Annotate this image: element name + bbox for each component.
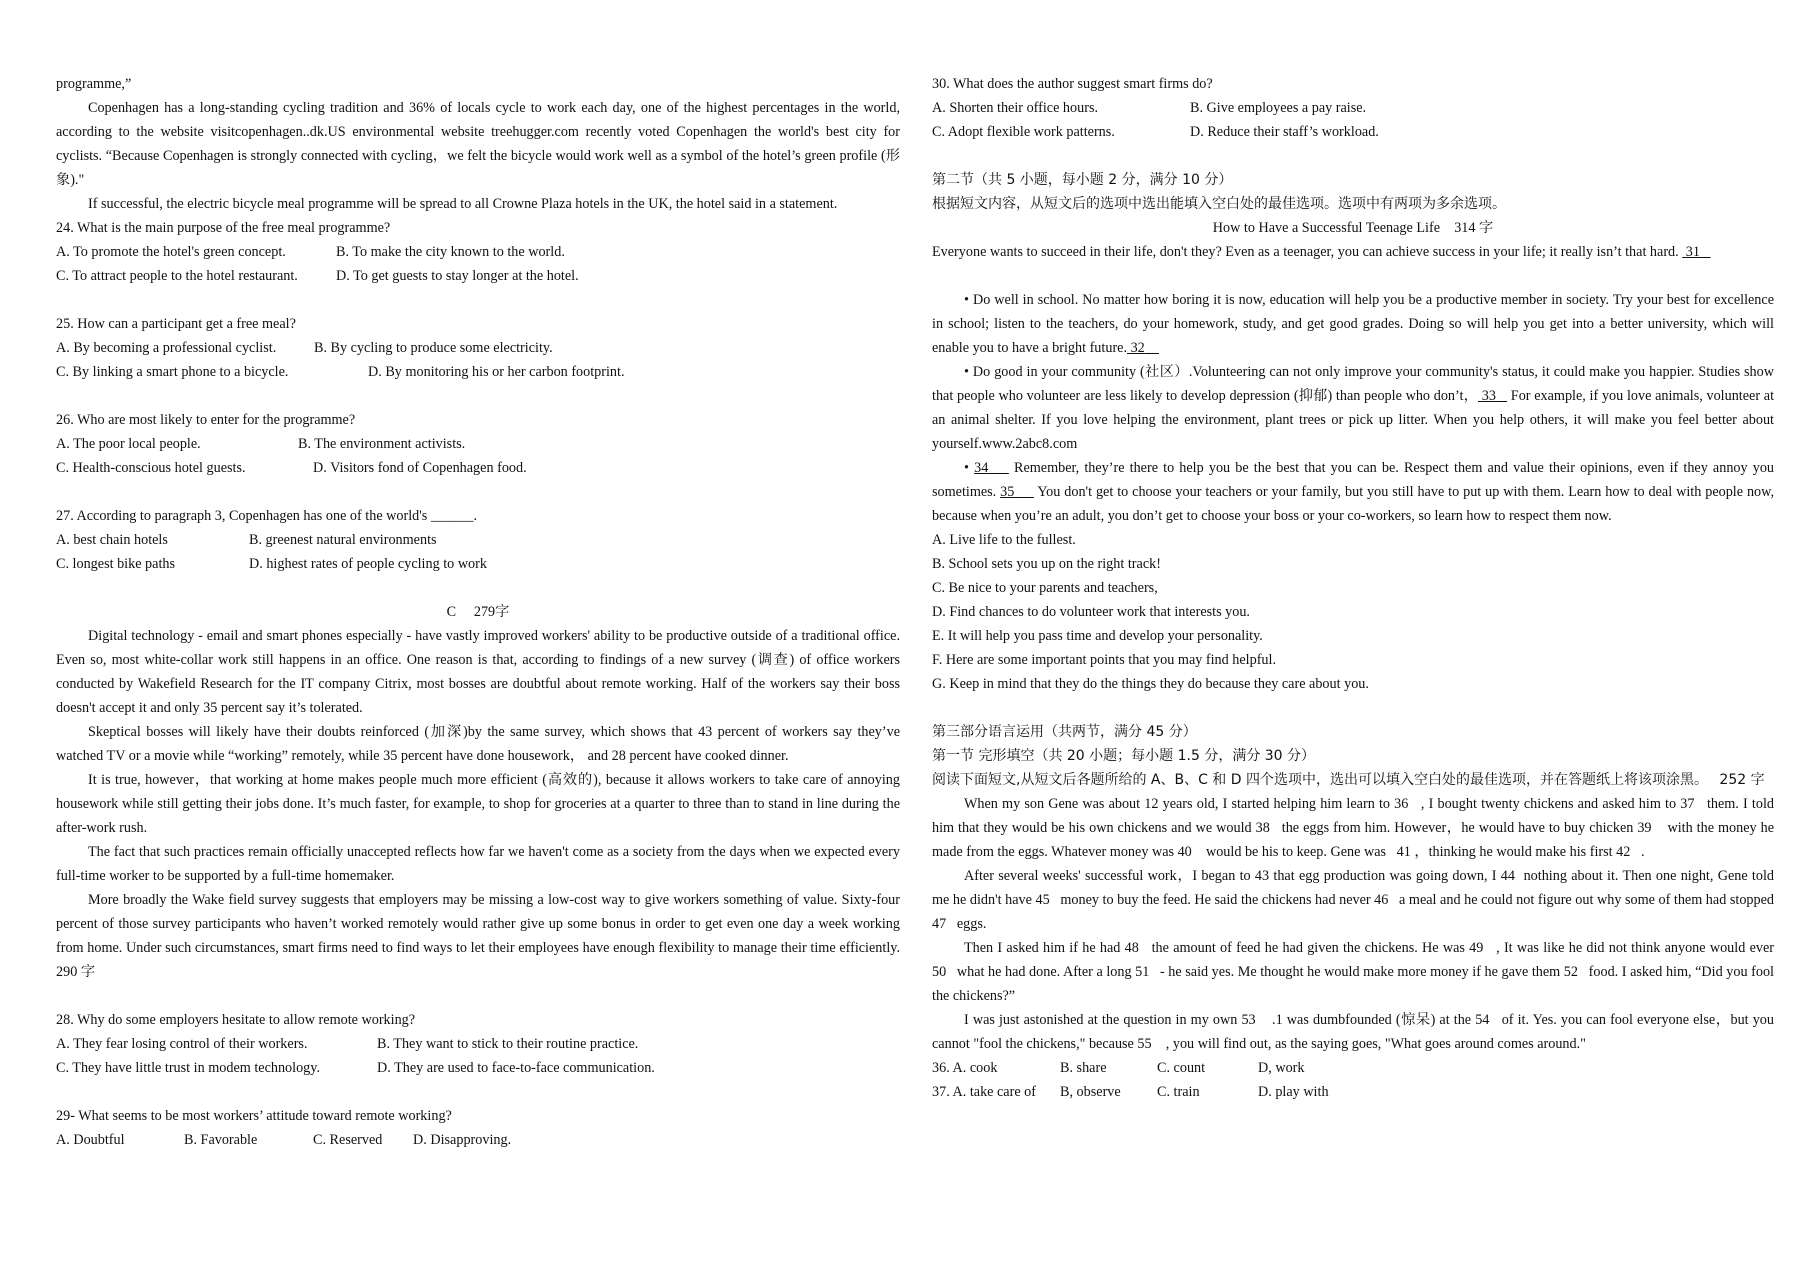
options-row bbox=[56, 264, 900, 288]
question-29: 29- What seems to be most workers’ attitude toward remote working? bbox=[56, 1108, 452, 1124]
option: A. Doubtful bbox=[56, 1132, 125, 1148]
option: B. share bbox=[1060, 1060, 1107, 1076]
option-a: A. Live life to the fullest. bbox=[932, 532, 1076, 548]
options-row bbox=[56, 1032, 900, 1056]
paragraph: More broadly the Wake field survey suggests that employers may be missing a low-cost way to give workers something of value. Sixty-four percent of those survey participants who haven’t worked remotely would rather give up some bonus in order to get even one day a week working from home. Under such circumstances, smart firms need to find ways to let their employees have enough flexibility to manage their time efficiently. 290 字 bbox=[56, 892, 929, 980]
option: D. highest rates of people cycling to work bbox=[249, 556, 487, 572]
option: A. They fear losing control of their workers. bbox=[56, 1036, 308, 1052]
option: D. Visitors fond of Copenhagen food. bbox=[313, 460, 527, 476]
option: A. By becoming a professional cyclist. bbox=[56, 340, 277, 356]
options-row bbox=[56, 240, 900, 264]
paragraph: If successful, the electric bicycle meal programme will be spread to all Crowne Plaza hotels in the UK, the hotel said in a statement. bbox=[88, 196, 838, 212]
option: B. The environment activists. bbox=[298, 436, 466, 452]
option: D. They are used to face-to-face communication. bbox=[377, 1060, 655, 1076]
paragraph: Everyone wants to succeed in their life, don't they? Even as a teenager, you can achieve success in your life; it really isn’t that hard. 31 bbox=[932, 240, 1774, 264]
options-row bbox=[56, 552, 900, 576]
option: 36. A. cook bbox=[932, 1060, 998, 1076]
option: A. best chain hotels bbox=[56, 532, 168, 548]
option-g: G. Keep in mind that they do the things they do because they care about you. bbox=[932, 676, 1369, 692]
option: B. Give employees a pay raise. bbox=[1190, 100, 1367, 116]
option-e: E. It will help you pass time and develop your personality. bbox=[932, 628, 1263, 644]
cloze-paragraph: After several weeks' successful work，I began to 43 that egg production was going down, I 44 nothing about it. Then one night, Gene told me he didn't have 45 money to buy the feed. He said the chickens had never 46 a meal and he could not figure out why some of them had stopped 47 eggs. bbox=[932, 868, 1774, 932]
option: D. To get guests to stay longer at the hotel. bbox=[336, 268, 579, 284]
option: C. longest bike paths bbox=[56, 556, 176, 572]
option: B. To make the city known to the world. bbox=[336, 244, 565, 260]
paragraph: • 34 Remember, they’re there to help you be the best that you can be. Respect them and value their opinions, even if they annoy you sometimes. 35 You don't get to choose your teachers or your family, but you still have to put up with them. Learn how to deal with people now, because when you’re an adult, you don’t get to choose your boss or your co-workers, so learn how to respect them now. bbox=[932, 460, 1775, 524]
right-column bbox=[932, 72, 1774, 1104]
option: A. Shorten their office hours. bbox=[932, 100, 1099, 116]
option-d: D. Find chances to do volunteer work that interests you. bbox=[932, 604, 1250, 620]
option-b: B. School sets you up on the right track! bbox=[932, 556, 1161, 572]
section-one-heading: 第一节 完形填空（共 20 小题；每小题 1.5 分，满分 30 分） bbox=[932, 748, 1316, 764]
paragraph: • Do good in your community (社区）.Volunteering can not only improve your community's status, it could make you happier. Studies show that people who volunteer are less likely to develop depression (抑郁) than people who don’t， 33 For example, if you love animals, volunteer at an animal shelter. If you love helping the environment, plant trees or pick up litter. When you help others, it will make you feel better about yourself.www.2abc8.com bbox=[932, 364, 1775, 452]
paragraph: • Do well in school. No matter how boring it is now, education will help you be a productive member in society. Try your best for excellence in school; listen to the teachers, do your homework, study, and get good grades. Doing so will help you get into a better university, which will enable you to have a bright future. 32 bbox=[932, 292, 1774, 356]
options-row bbox=[932, 1080, 1774, 1104]
option: C. Health-conscious hotel guests. bbox=[56, 460, 246, 476]
option: C. By linking a smart phone to a bicycle. bbox=[56, 364, 289, 380]
blank-32: 32 bbox=[1130, 340, 1145, 356]
blank-31: 31 bbox=[1685, 244, 1700, 260]
option: C. Adopt flexible work patterns. bbox=[932, 124, 1115, 140]
option: 37. A. take care of bbox=[932, 1084, 1036, 1100]
options-row bbox=[932, 96, 1774, 120]
option: C. count bbox=[1157, 1060, 1206, 1076]
passage-title: How to Have a Successful Teenage Life 314 字 bbox=[1212, 220, 1494, 236]
question-30: 30. What does the author suggest smart firms do? bbox=[932, 76, 1213, 92]
question-26: 26. Who are most likely to enter for the programme? bbox=[56, 412, 356, 428]
option: C. Reserved bbox=[313, 1132, 383, 1148]
option: B. By cycling to produce some electricity. bbox=[314, 340, 553, 356]
question-27: 27. According to paragraph 3, Copenhagen has one of the world's ______. bbox=[56, 508, 477, 524]
option: D. play with bbox=[1258, 1084, 1329, 1100]
option: A. The poor local people. bbox=[56, 436, 201, 452]
part-three-heading: 第三部分语言运用（共两节，满分 45 分） bbox=[932, 724, 1197, 740]
options-row bbox=[56, 1056, 900, 1080]
paragraph: Copenhagen has a long-standing cycling tradition and 36% of locals cycle to work each day, one of the highest percentages in the world, according to the website visitcopenhagen..dk.US environmental website treehugger.com recently voted Copenhagen the world's best city for cyclists. “Because Copenhagen is strongly connected with cycling，we felt the bicycle would work well as a symbol of the hotel’s green profile (形象)." bbox=[56, 100, 900, 188]
question-28: 28. Why do some employers hesitate to allow remote working? bbox=[56, 1012, 416, 1028]
section-two-instructions: 根据短文内容，从短文后的选项中选出能填入空白处的最佳选项。选项中有两项为多余选项。 bbox=[932, 196, 1506, 212]
blank-35: 35 bbox=[1000, 484, 1015, 500]
option: B. They want to stick to their routine practice. bbox=[377, 1036, 639, 1052]
blank-34: 34 bbox=[974, 460, 989, 476]
options-row bbox=[56, 360, 900, 384]
option: B, observe bbox=[1060, 1084, 1121, 1100]
options-row bbox=[932, 120, 1774, 144]
option-f: F. Here are some important points that you may find helpful. bbox=[932, 652, 1277, 668]
option: D, work bbox=[1258, 1060, 1305, 1076]
option: D. Reduce their staff’s workload. bbox=[1190, 124, 1379, 140]
options-row bbox=[932, 1056, 1774, 1080]
cloze-paragraph: Then I asked him if he had 48 the amount of feed he had given the chickens. He was 49 , It was like he did not think anyone would ever 50 what he had done. After a long 51 - he said yes. Me thought he would make more money if he gave them 52 food. I asked him, “Did you fool the chickens?” bbox=[932, 940, 1774, 1004]
section-two-heading: 第二节（共 5 小题，每小题 2 分，满分 10 分） bbox=[932, 172, 1233, 188]
paragraph: It is true, however，that working at home makes people much more efficient (高效的), because it allows workers to take care of annoying housework while still getting their jobs done. It’s much faster, for example, to shop for groceries at a quarter to three than to stand in line during the after-work rush. bbox=[56, 772, 900, 836]
options-row bbox=[56, 432, 900, 456]
paragraph: programme,” bbox=[56, 76, 132, 92]
question-25: 25. How can a participant get a free meal? bbox=[56, 316, 296, 332]
blank-33: 33 bbox=[1481, 388, 1496, 404]
option: C. train bbox=[1157, 1084, 1200, 1100]
question-24: 24. What is the main purpose of the free meal programme? bbox=[56, 220, 391, 236]
options-row bbox=[56, 456, 900, 480]
section-one-instructions: 阅读下面短文,从短文后各题所给的 A、B、C 和 D 四个选项中，选出可以填入空白处的最佳选项，并在答题纸上将该项涂黑。 252 字 bbox=[932, 772, 1765, 788]
cloze-paragraph: When my son Gene was about 12 years old, I started helping him learn to 36 , I bought twenty chickens and asked him to 37 them. I told him that they would be his own chickens and we would 38 the eggs from him. However，he would have to buy chicken 39 with the money he made from the eggs. Whatever money was 40 would be his to keep. Gene was 41 ，thinking he would make his first 42 . bbox=[932, 796, 1774, 860]
option: D. By monitoring his or her carbon footprint. bbox=[368, 364, 625, 380]
options-row bbox=[56, 336, 900, 360]
cloze-paragraph: I was just astonished at the question in my own 53 .1 was dumbfounded (惊呆) at the 54 of it. Yes. you can fool everyone else，but you cannot "fool the chickens," because 55 , you will find out, as the saying goes, "What goes around comes around." bbox=[932, 1012, 1774, 1052]
section-heading-c: C 279字 bbox=[446, 604, 510, 620]
option-c: C. Be nice to your parents and teachers, bbox=[932, 580, 1158, 596]
option: C. They have little trust in modem technology. bbox=[56, 1060, 320, 1076]
left-column bbox=[56, 72, 929, 1152]
option: D. Disapproving. bbox=[413, 1132, 512, 1148]
paragraph: Skeptical bosses will likely have their doubts reinforced (加深)by the same survey, which shows that 43 percent of workers say they’ve watched TV or a movie while “working” remotely, while 35 percent have done housework， and 28 percent have cooked dinner. bbox=[56, 724, 900, 764]
paragraph: The fact that such practices remain officially unaccepted reflects how far we haven't come as a society from the days when we expected every full-time worker to be supported by a full-time homemaker. bbox=[56, 844, 900, 884]
options-row bbox=[56, 528, 900, 552]
option: B. Favorable bbox=[184, 1132, 258, 1148]
option: A. To promote the hotel's green concept. bbox=[56, 244, 286, 260]
option: C. To attract people to the hotel restaurant. bbox=[56, 268, 298, 284]
options-row bbox=[56, 1128, 900, 1152]
paragraph: Digital technology - email and smart phones especially - have vastly improved workers' ability to be productive outside of a traditional office. Even so, most white-collar work still happens in an office. One reason is that, according to findings of a new survey (调查) of office workers conducted by Wakefield Research for the IT company Citrix, most bosses are doubtful about remote working. Half of the workers say their boss doesn't accept it and only 35 percent say it’s tolerated. bbox=[56, 628, 900, 716]
option: B. greenest natural environments bbox=[249, 532, 437, 548]
